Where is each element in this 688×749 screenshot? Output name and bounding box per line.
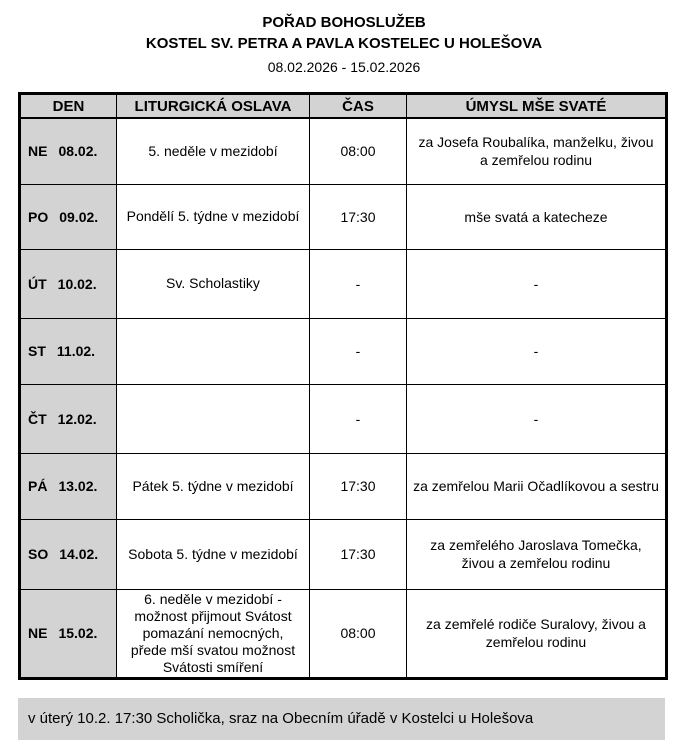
church-title: KOSTEL SV. PETRA A PAVLA KOSTELEC U HOLEŠOVA [145, 35, 543, 52]
day-date: 12.02. [57, 410, 97, 427]
day-cell [20, 453, 117, 519]
day-abbreviation: ST [28, 343, 46, 359]
day-date: 14.02. [59, 546, 99, 562]
time-cell: 17:30 [310, 519, 407, 589]
day-abbreviation: NE [28, 143, 48, 160]
table-row [20, 249, 667, 318]
table-row [20, 453, 667, 519]
column-header-liturgicka-oslava: LITURGICKÁ OSLAVA [117, 94, 310, 119]
celebration-cell: 5. neděle v mezidobí [117, 118, 310, 184]
page-header [0, 0, 688, 77]
table-row [20, 184, 667, 249]
day-date: 10.02. [57, 275, 97, 292]
intention-cell: za zemřelého Jaroslava Tomečka, živou a zemřelou rodinu [407, 519, 667, 589]
day-date: 08.02. [58, 143, 98, 160]
time-cell: 08:00 [310, 118, 407, 184]
day-cell [20, 249, 117, 318]
day-date: 15.02. [58, 625, 98, 641]
celebration-cell: 6. neděle v mezidobí - možnost přijmout Svátost pomazání nemocných, přede mší svatou možnost Svátosti smíření [117, 589, 310, 678]
day-date: 13.02. [58, 478, 98, 494]
celebration-cell: Pondělí 5. týdne v mezidobí [117, 184, 310, 249]
table-row [20, 318, 667, 384]
time-cell: - [310, 318, 407, 384]
celebration-cell: Pátek 5. týdne v mezidobí [117, 453, 310, 519]
page-title: POŘAD BOHOSLUŽEB [262, 14, 426, 31]
time-cell: - [310, 384, 407, 453]
intention-cell: za Josefa Roubalíka, manželku, živou a zemřelou rodinu [407, 118, 667, 184]
day-abbreviation: SO [28, 546, 49, 562]
intention-cell: za zemřelou Marii Očadlíkovou a sestru [407, 453, 667, 519]
day-abbreviation: NE [28, 625, 48, 641]
schedule-table [18, 92, 668, 680]
time-cell: 17:30 [310, 453, 407, 519]
table-row [20, 589, 667, 678]
celebration-cell: Sv. Scholastiky [117, 249, 310, 318]
intention-cell: mše svatá a katecheze [407, 184, 667, 249]
day-cell [20, 589, 117, 678]
intention-cell: - [407, 318, 667, 384]
day-date: 09.02. [59, 208, 99, 225]
footer-note: v úterý 10.2. 17:30 Scholička, sraz na Obecním úřadě v Kostelci u Holešova [18, 698, 665, 740]
column-header-den: DEN [20, 94, 117, 119]
table-row [20, 384, 667, 453]
celebration-cell: Sobota 5. týdne v mezidobí [117, 519, 310, 589]
time-cell: 08:00 [310, 589, 407, 678]
celebration-cell [117, 384, 310, 453]
day-date: 11.02. [56, 343, 96, 359]
table-row [20, 118, 667, 184]
date-range: 08.02.2026 - 15.02.2026 [267, 59, 421, 75]
time-cell: - [310, 249, 407, 318]
day-abbreviation: PO [28, 208, 49, 225]
celebration-cell [117, 318, 310, 384]
time-cell: 17:30 [310, 184, 407, 249]
day-abbreviation: ÚT [28, 275, 47, 292]
intention-cell: - [407, 249, 667, 318]
day-cell [20, 318, 117, 384]
intention-cell: za zemřelé rodiče Suralovy, živou a zemřelou rodinu [407, 589, 667, 678]
header-row [20, 94, 667, 119]
intention-cell: - [407, 384, 667, 453]
day-abbreviation: ČT [28, 410, 47, 427]
column-header-cas: ČAS [310, 94, 407, 119]
table-row [20, 519, 667, 589]
day-cell [20, 118, 117, 184]
day-cell [20, 184, 117, 249]
day-cell [20, 519, 117, 589]
column-header-umysl: ÚMYSL MŠE SVATÉ [407, 94, 667, 119]
day-cell [20, 384, 117, 453]
day-abbreviation: PÁ [28, 478, 48, 494]
